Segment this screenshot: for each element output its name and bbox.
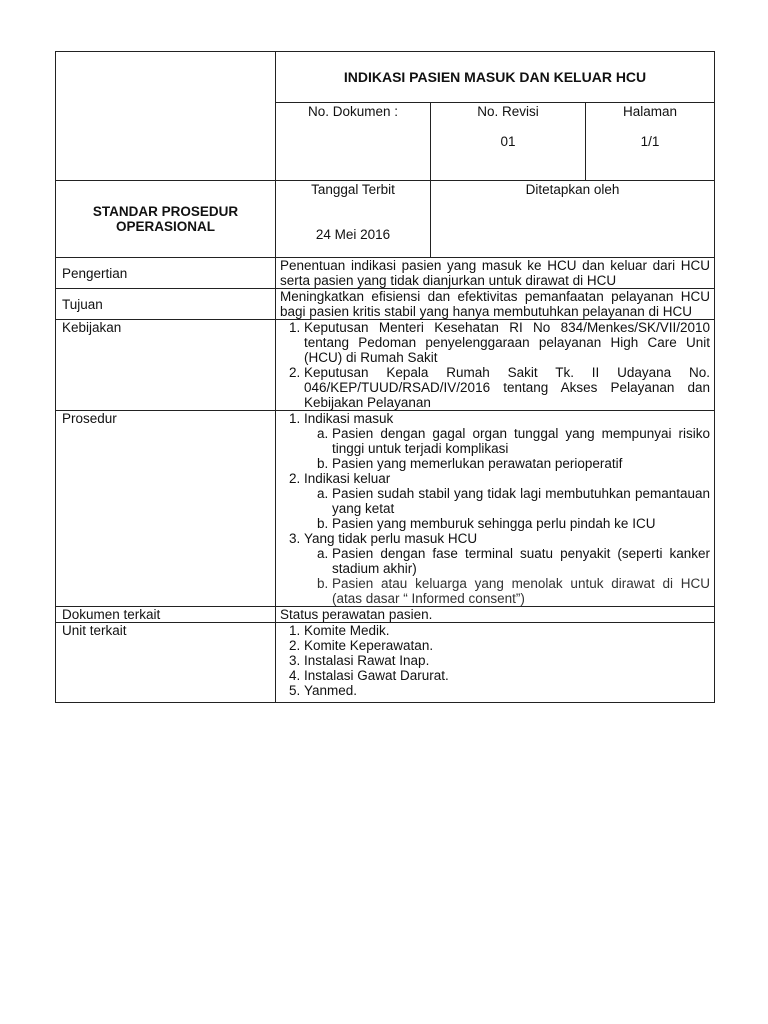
- no-dokumen-label: No. Dokumen :: [307, 104, 399, 119]
- kebijakan-label: Kebijakan: [56, 320, 276, 411]
- unit-terkait-item: 3. Instalasi Rawat Inap.: [304, 653, 710, 668]
- kebijakan-content: [276, 320, 715, 411]
- unit-terkait-content: [276, 623, 715, 703]
- prosedur-group-title: Indikasi keluar: [304, 471, 391, 486]
- prosedur-group: [304, 471, 710, 531]
- prosedur-sublist: [304, 426, 710, 471]
- prosedur-group-title: Indikasi masuk: [304, 411, 394, 426]
- tanggal-terbit-cell: [276, 181, 431, 258]
- prosedur-group-title: Yang tidak perlu masuk HCU: [304, 531, 478, 546]
- document-title: INDIKASI PASIEN MASUK DAN KELUAR HCU: [276, 52, 715, 103]
- tujuan-text: Meningkatkan efisiensi dan efektivitas pemanfaatan pelayanan HCU bagi pasien kritis stabil yang hanya membutuhkan pelayanan di HCU: [276, 289, 715, 320]
- no-revisi-cell: [431, 103, 586, 181]
- prosedur-subitem: a. Pasien dengan gagal organ tunggal yang mempunyai risiko tinggi untuk terjadi komplikasi: [332, 426, 710, 456]
- pengertian-label: Pengertian: [56, 258, 276, 289]
- ditetapkan-cell: [431, 181, 715, 258]
- prosedur-content: [276, 411, 715, 607]
- sop-heading: [56, 181, 276, 258]
- dokumen-terkait-text: Status perawatan pasien.: [276, 607, 715, 623]
- no-revisi-label: No. Revisi: [477, 104, 539, 119]
- unit-terkait-label: Unit terkait: [56, 623, 276, 703]
- prosedur-label: Prosedur: [56, 411, 276, 607]
- kebijakan-item: 2. Keputusan Kepala Rumah Sakit Tk. II Udayana No. 046/KEP/TUUD/RSAD/IV/2016 tentang Akses Pelayanan dan Kebijakan Pelayanan: [304, 365, 710, 410]
- prosedur-subitem: b. Pasien atau keluarga yang menolak untuk dirawat di HCU (atas dasar “ Informed consent”): [332, 576, 710, 606]
- halaman-value: 1/1: [640, 134, 660, 149]
- unit-terkait-item: 4. Instalasi Gawat Darurat.: [304, 668, 710, 683]
- sop-line-2: OPERASIONAL: [115, 219, 215, 234]
- unit-terkait-item: 2. Komite Keperawatan.: [304, 638, 710, 653]
- unit-terkait-item: 1. Komite Medik.: [304, 623, 710, 638]
- dokumen-terkait-label: Dokumen terkait: [56, 607, 276, 623]
- prosedur-subitem: a. Pasien dengan fase terminal suatu penyakit (seperti kanker stadium akhir): [332, 546, 710, 576]
- sop-line-1: STANDAR PROSEDUR: [92, 204, 239, 219]
- sop-table: [55, 51, 715, 703]
- kebijakan-list: [280, 320, 710, 410]
- halaman-label: Halaman: [622, 104, 678, 119]
- prosedur-group: [304, 411, 710, 471]
- prosedur-list: [280, 411, 710, 606]
- no-dokumen-cell: [276, 103, 431, 181]
- prosedur-sublist: [304, 486, 710, 531]
- pengertian-text: Penentuan indikasi pasien yang masuk ke HCU dan keluar dari HCU serta pasien yang tidak dianjurkan untuk dirawat di HCU: [276, 258, 715, 289]
- unit-terkait-item: 5. Yanmed.: [304, 683, 710, 698]
- halaman-cell: [586, 103, 715, 181]
- sop-document: [55, 51, 714, 703]
- prosedur-sublist: [304, 546, 710, 606]
- prosedur-subitem: b. Pasien yang memerlukan perawatan perioperatif: [332, 456, 710, 471]
- no-revisi-value: 01: [500, 134, 516, 149]
- prosedur-subitem: b. Pasien yang memburuk sehingga perlu pindah ke ICU: [332, 516, 710, 531]
- kebijakan-item: 1. Keputusan Menteri Kesehatan RI No 834/Menkes/SK/VII/2010 tentang Pedoman penyelenggaraan pelayanan High Care Unit (HCU) di Rumah Sakit: [304, 320, 710, 365]
- prosedur-subitem: a. Pasien sudah stabil yang tidak lagi membutuhkan pemantauan yang ketat: [332, 486, 710, 516]
- prosedur-group: [304, 531, 710, 606]
- tujuan-label: Tujuan: [56, 289, 276, 320]
- logo-cell: [56, 52, 276, 181]
- unit-terkait-list: [280, 623, 710, 698]
- tanggal-terbit-label: Tanggal Terbit: [311, 182, 395, 197]
- ditetapkan-label: Ditetapkan oleh: [525, 182, 620, 197]
- tanggal-terbit-value: 24 Mei 2016: [315, 227, 391, 242]
